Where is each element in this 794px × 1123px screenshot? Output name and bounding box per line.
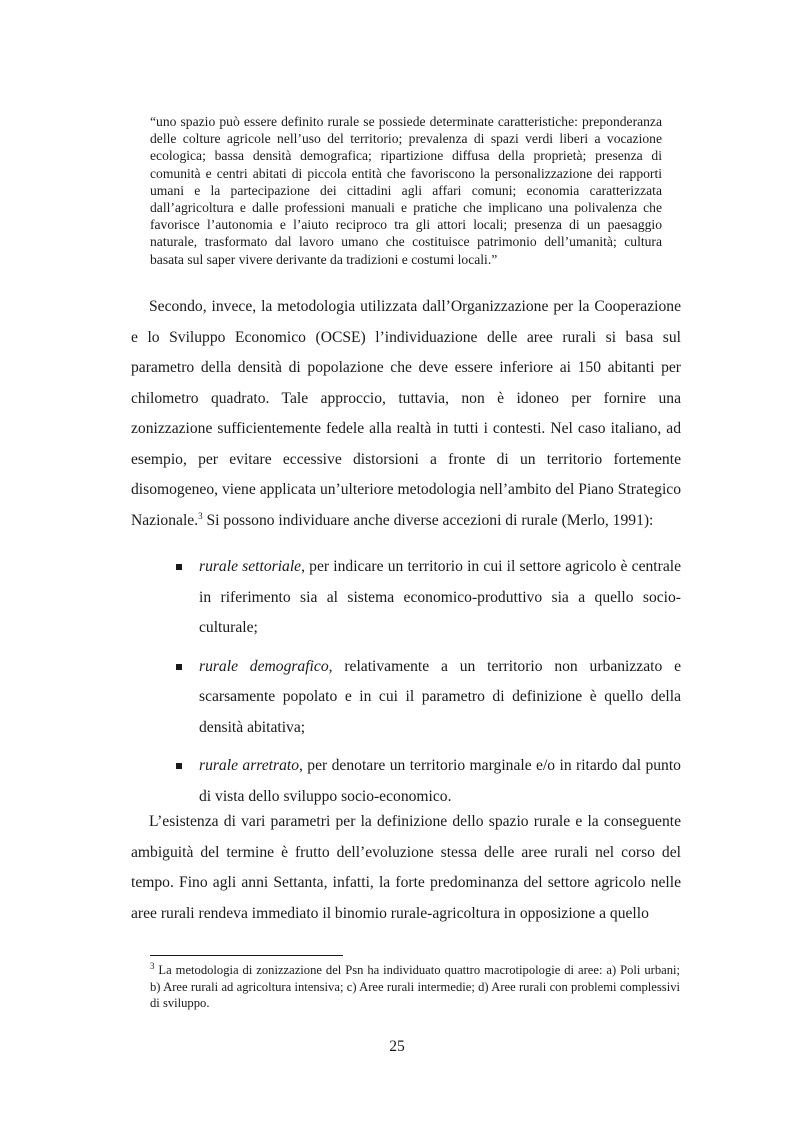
- list-item-term: rurale demografico: [199, 657, 329, 675]
- footnote: [150, 962, 680, 1012]
- square-bullet-icon: [176, 763, 182, 769]
- square-bullet-icon: [176, 564, 182, 570]
- paragraph-evolution-text: L’esistenza di vari parametri per la definizione dello spazio rurale e la conseguente ambiguità del termine è frutto dell’evoluzione stessa delle aree rurali nel corso del tempo. Fino agli anni Settanta, infatti, la forte predominanza del settore agricolo nelle aree rurali rendeva immediato il binomio rurale-agricoltura in opposizione a quello: [131, 813, 681, 922]
- list-item: [176, 552, 681, 644]
- footnote-number: 3: [150, 960, 155, 971]
- footnote-text: La metodologia di zonizzazione del Psn ha individuato quattro macrotipologie di aree: a) Poli urbani; b) Aree rurali ad agricoltura intensiva; c) Aree rurali intermedie; d) Aree rurali con problemi complessivi di sviluppo.: [150, 963, 680, 1010]
- footnote-divider: [150, 955, 343, 956]
- paragraph-oecd-text-continued: Si possono individuare anche diverse accezioni di rurale (Merlo, 1991):: [202, 511, 654, 529]
- list-item-text: , per indicare un territorio in cui il settore agricolo è centrale in riferimento sia al sistema economico-produttivo sia a quello socio-culturale;: [199, 558, 682, 636]
- list-item: [176, 652, 681, 744]
- rural-definitions-list: [176, 552, 681, 820]
- page-number: 25: [389, 1038, 405, 1055]
- paragraph-oecd-text: Secondo, invece, la metodologia utilizzata dall’Organizzazione per la Cooperazione e lo Sviluppo Economico (OCSE) l’individuazione delle aree rurali si basa sul parametro della densità di popolazione che deve essere inferiore ai 150 abitanti per chilometro quadrato. Tale approccio, tuttavia, non è idoneo per fornire una zonizzazione sufficientemente fedele alla realtà in tutti i contesti. Nel caso italiano, ad esempio, per evitare eccessive distorsioni a fronte di un territorio fortemente disomogeneo, viene applicata un’ulteriore metodologia nell’ambito del Piano Strategico Nazionale.: [131, 298, 681, 529]
- list-item: [176, 751, 681, 812]
- list-item-text: , relativamente a un territorio non urbanizzato e scarsamente popolato e in cui il parametro di definizione è quello della densità abitativa;: [199, 657, 681, 736]
- footnote-reference[interactable]: 3: [198, 510, 203, 521]
- list-item-term: rurale settoriale: [199, 558, 302, 575]
- block-quote: “uno spazio può essere definito rurale se possiede determinate caratteristiche: preponderanza delle colture agricole nell’uso del territorio; prevalenza di spazi verdi liberi a vocazione ecologica; bassa densità demografica; ripartizione diffusa della proprietà; presenza di comunità e centri abitati di piccola entità che favoriscono la personalizzazione dei rapporti umani e la partecipazione dei cittadini agli affari comuni; economia caratterizzata dall’agricoltura e dalle professioni manuali e pratiche che implicano una polivalenza che favorisce l’autonomia e l’aiuto reciproco tra gli attori locali; presenza di un paesaggio naturale, trasformato dal lavoro umano che costituisce patrimonio dell’umanità; cultura basata sul saper vivere derivante da tradizioni e costumi locali.”: [150, 114, 662, 267]
- paragraph-oecd: [131, 292, 681, 536]
- paragraph-evolution: [131, 807, 681, 929]
- square-bullet-icon: [176, 664, 182, 670]
- list-item-text: , per denotare un territorio marginale e/o in ritardo dal punto di vista dello sviluppo socio-economico.: [199, 757, 681, 805]
- list-item-term: rurale arretrato: [199, 757, 299, 774]
